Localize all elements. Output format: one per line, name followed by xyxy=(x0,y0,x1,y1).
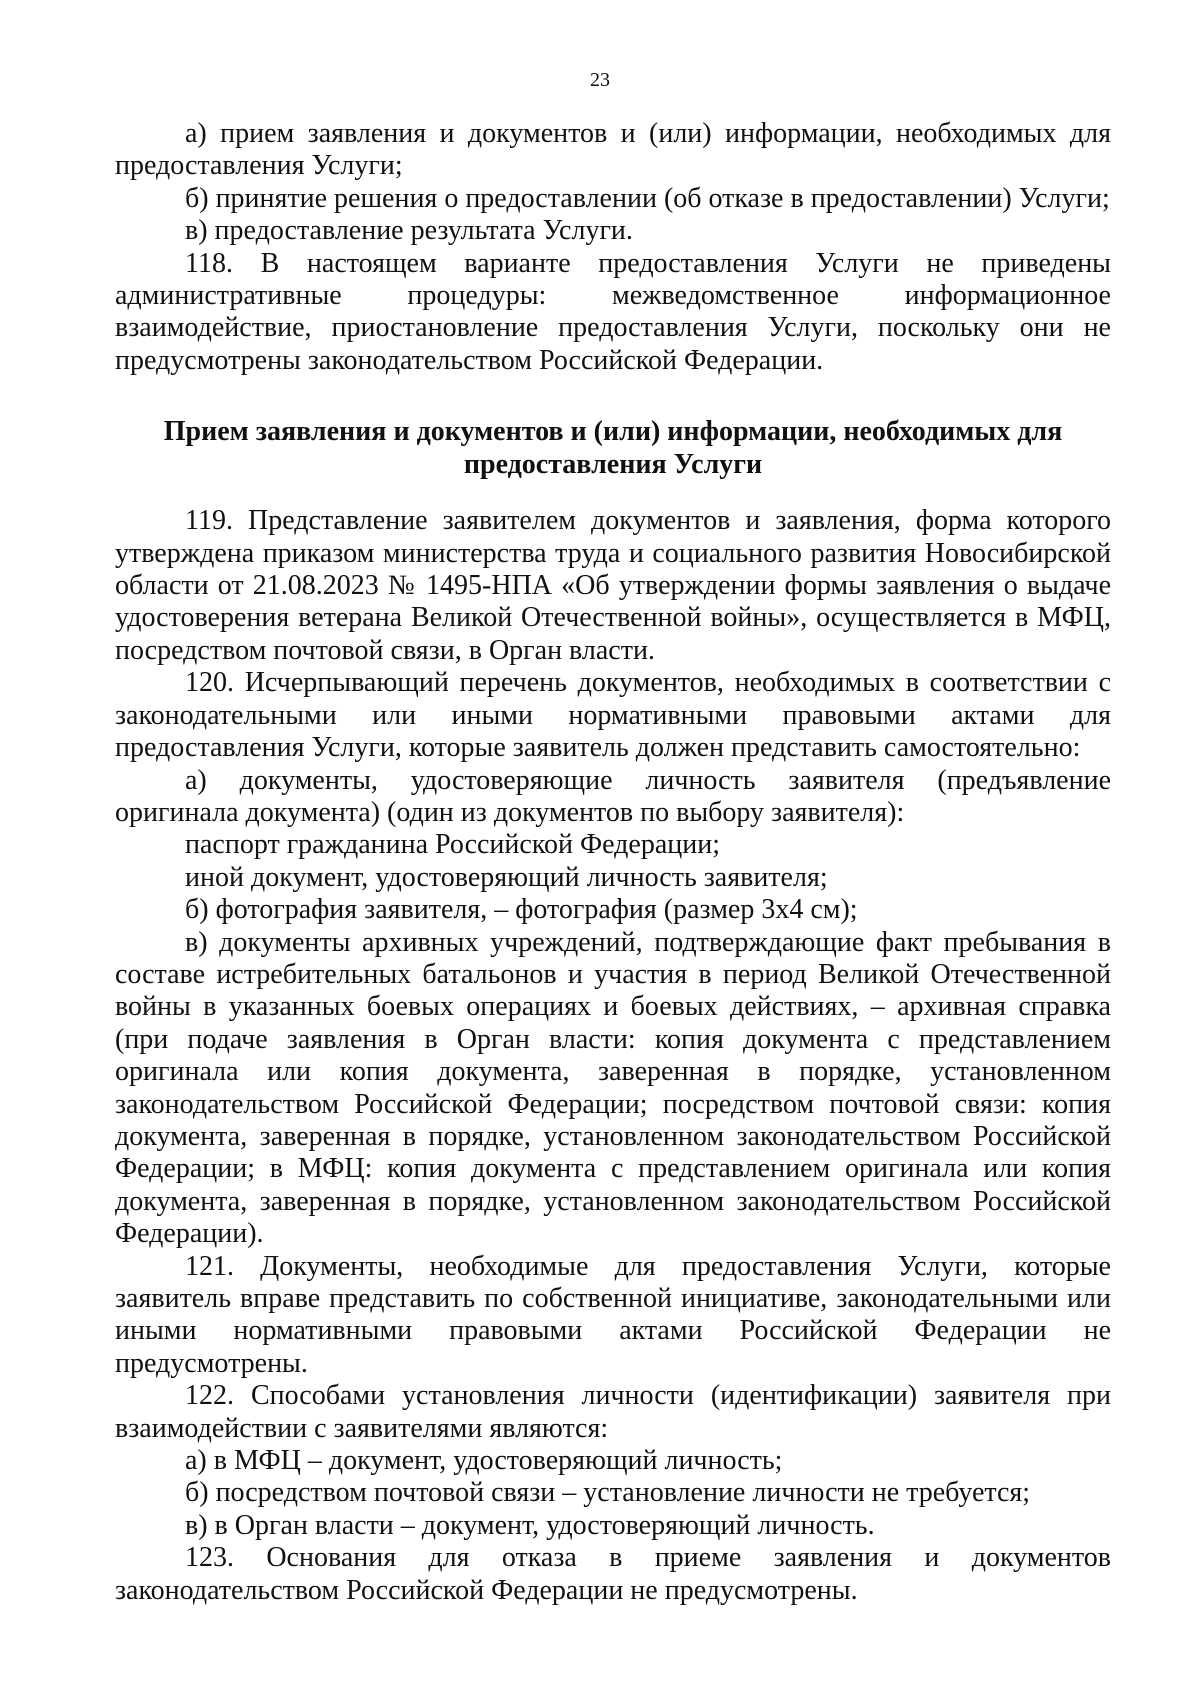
paragraph-123: 123. Основания для отказа в приеме заявления и документов законодательством Российской Федерации не предусмотрены. xyxy=(115,1542,1111,1606)
paragraph-120-b: б) фотография заявителя, – фотография (размер 3х4 см); xyxy=(185,894,858,926)
paragraph-item-a: а) прием заявления и документов и (или) информации, необходимых для предоставления Услуги; xyxy=(115,118,1111,182)
paragraph-120: 120. Исчерпывающий перечень документов, необходимых в соответствии с законодательными или иными нормативными правовыми актами для предоставления Услуги, которые заявитель должен представить самостоятельно: xyxy=(115,667,1111,764)
paragraph-119: 119. Представление заявителем документов и заявления, форма которого утверждена приказом министерства труда и социального развития Новосибирской области от 21.08.2023 № 1495-НПА «Об утверждении формы заявления о выдаче удостоверения ветерана Великой Отечественной войны», осуществляется в МФЦ, посредством почтовой связи, в Орган власти. xyxy=(115,505,1111,666)
paragraph-122: 122. Способами установления личности (идентификации) заявителя при взаимодействии с заявителями являются: xyxy=(115,1380,1111,1444)
page-number: 23 xyxy=(590,69,610,91)
paragraph-122-b: б) посредством почтовой связи – установление личности не требуется; xyxy=(185,1477,1031,1509)
paragraph-item-v: в) предоставление результата Услуги. xyxy=(185,215,633,247)
paragraph-120-a-passport: паспорт гражданина Российской Федерации; xyxy=(185,829,721,861)
document-body xyxy=(115,118,1111,1607)
paragraph-118: 118. В настоящем варианте предоставления Услуги не приведены административные процедуры: межведомственное информационное взаимодействие, приостановление предоставления Услуги, поскольку они не предусмотрены законодательством Российской Федерации. xyxy=(115,247,1111,376)
paragraph-120-a: а) документы, удостоверяющие личность заявителя (предъявление оригинала документа) (один из документов по выбору заявителя): xyxy=(115,764,1111,828)
paragraph-120-v: в) документы архивных учреждений, подтверждающие факт пребывания в составе истребительных батальонов и участия в период Великой Отечественной войны в указанных боевых операциях и боевых действиях, – архивная справка (при подаче заявления в Орган власти: копия документа с представлением оригинала или копия документа, заверенная в порядке, установленном законодательством Российской Федерации; посредством почтовой связи: копия документа, заверенная в порядке, установленном законодательством Российской Федерации; в МФЦ: копия документа с представлением оригинала или копия документа, заверенная в порядке, установленном законодательством Российской Федерации). xyxy=(115,926,1111,1250)
paragraph-item-b: б) принятие решения о предоставлении (об отказе в предоставлении) Услуги; xyxy=(185,182,1110,214)
section-heading: Прием заявления и документов и (или) информации, необходимых для предоставления Услуги xyxy=(163,416,1063,481)
paragraph-122-v: в) в Орган власти – документ, удостоверяющий личность. xyxy=(185,1509,875,1541)
paragraph-120-a-other-id: иной документ, удостоверяющий личность заявителя; xyxy=(185,861,828,893)
paragraph-121: 121. Документы, необходимые для предоставления Услуги, которые заявитель вправе представить по собственной инициативе, законодательными или иными нормативными правовыми актами Российской Федерации не предусмотрены. xyxy=(115,1250,1111,1379)
paragraph-122-a: а) в МФЦ – документ, удостоверяющий личность; xyxy=(185,1445,783,1477)
